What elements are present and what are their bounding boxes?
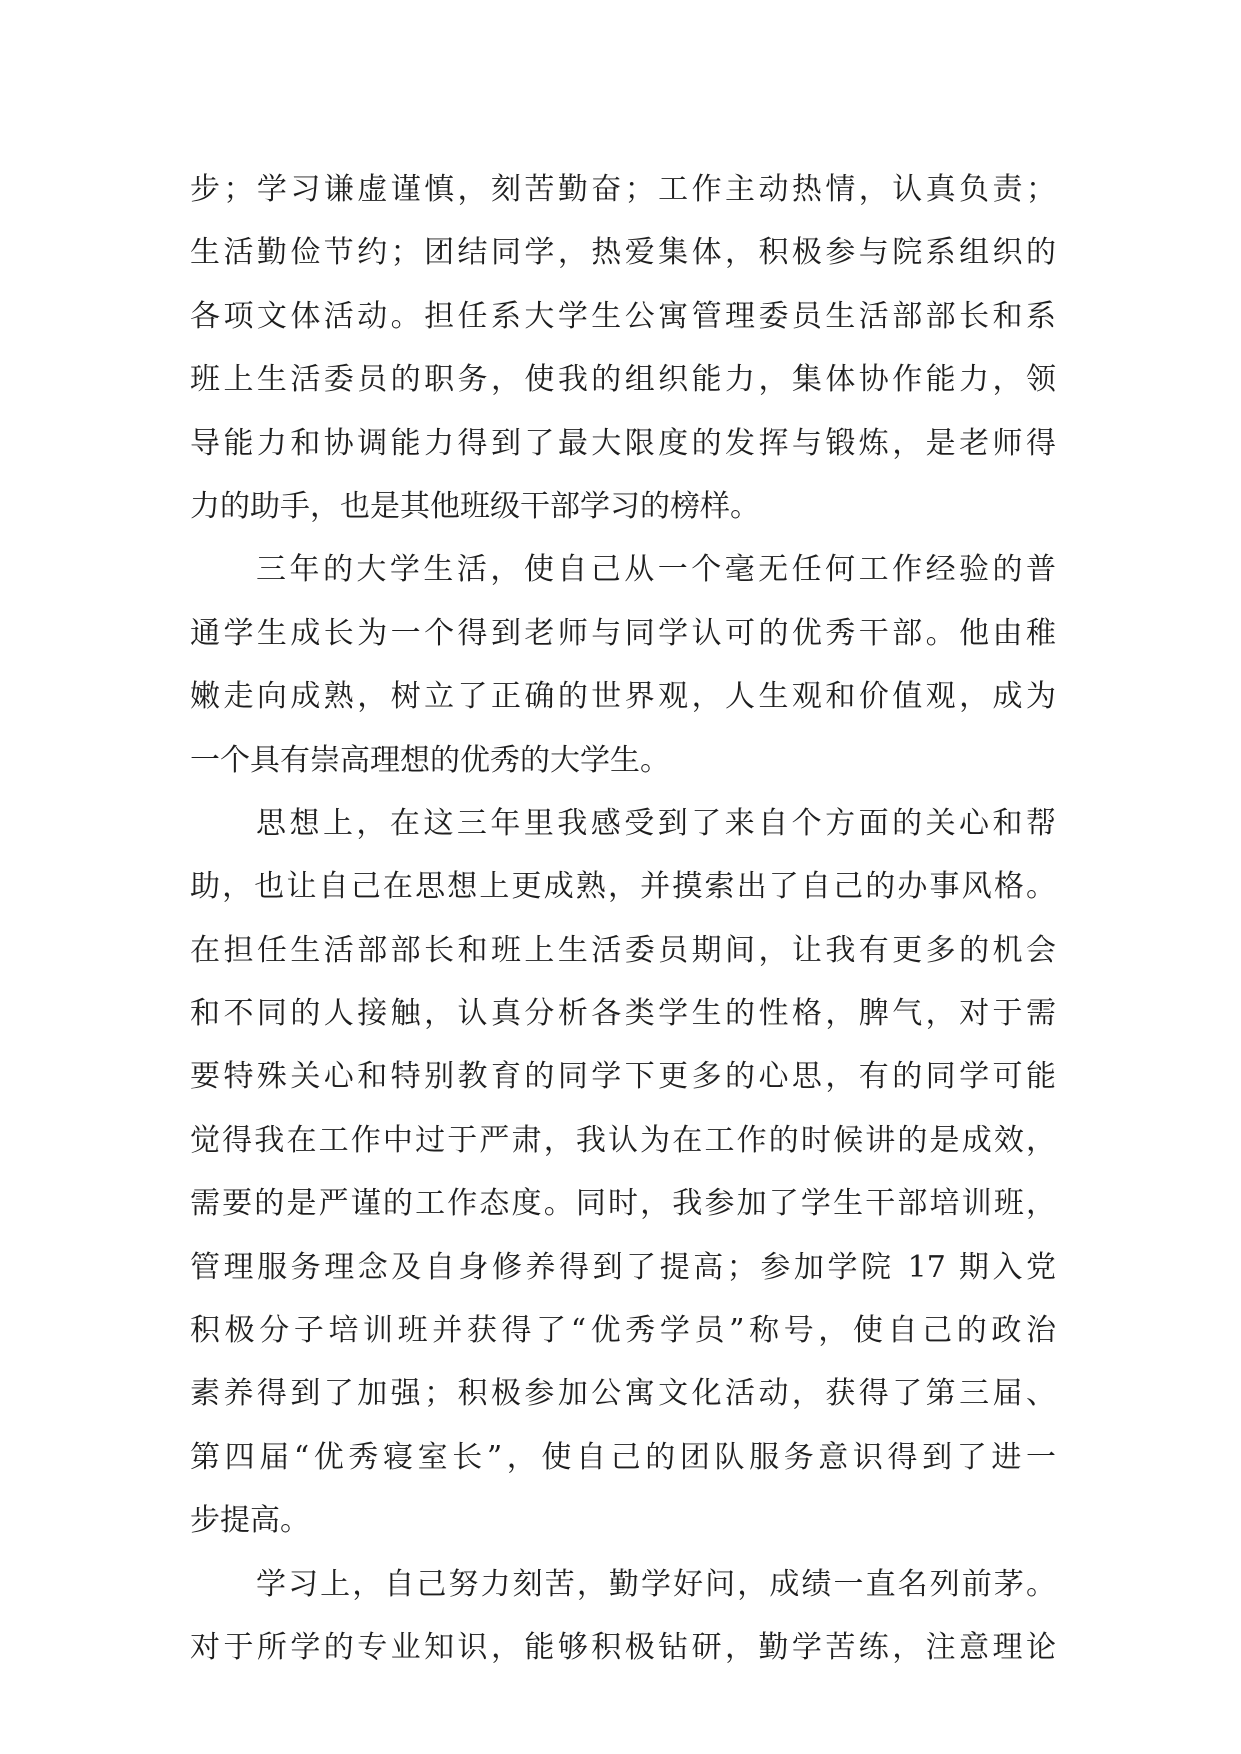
text-line: 积极分子培训班并获得了“优秀学员”称号，使自己的政治 [190,1313,1056,1349]
text-line: 管理服务理念及自身修养得到了提高；参加学院 17 期入党 [190,1249,1056,1285]
text-line: 通学生成长为一个得到老师与同学认可的优秀干部。他由稚 [190,615,1056,651]
text-line: 要特殊关心和特别教育的同学下更多的心思，有的同学可能 [190,1059,1056,1095]
text-line: 导能力和协调能力得到了最大限度的发挥与锻炼，是老师得 [190,425,1056,461]
text-line: 力的助手，也是其他班级干部学习的榜样。 [190,488,760,524]
text-line: 一个具有崇高理想的优秀的大学生。 [190,742,670,778]
text-line: 生活勤俭节约；团结同学，热爱集体，积极参与院系组织的 [190,235,1056,271]
text-line: 素养得到了加强；积极参加公寓文化活动，获得了第三届、 [190,1376,1056,1412]
text-line: 班上生活委员的职务，使我的组织能力，集体协作能力，领 [190,362,1056,398]
paragraph-first-line: 学习上，自己努力刻苦，勤学好问，成绩一直名列前茅。 [256,1566,1056,1602]
text-line: 对于所学的专业知识，能够积极钻研，勤学苦练，注意理论 [190,1629,1056,1665]
document-body [190,158,1056,1679]
text-line: 在担任生活部部长和班上生活委员期间，让我有更多的机会 [190,932,1056,968]
text-line: 需要的是严谨的工作态度。同时，我参加了学生干部培训班， [190,1186,1056,1222]
text-line: 各项文体活动。担任系大学生公寓管理委员生活部部长和系 [190,298,1056,334]
text-line: 助，也让自己在思想上更成熟，并摸索出了自己的办事风格。 [190,869,1056,905]
text-line: 步；学习谦虚谨慎，刻苦勤奋；工作主动热情，认真负责； [190,172,1056,207]
text-line: 第四届“优秀寝室长”，使自己的团队服务意识得到了进一 [190,1439,1056,1475]
text-line: 和不同的人接触，认真分析各类学生的性格，脾气，对于需 [190,996,1056,1032]
text-line: 步提高。 [190,1503,310,1539]
text-line: 觉得我在工作中过于严肃，我认为在工作的时候讲的是成效， [190,1122,1056,1158]
text-line: 嫩走向成熟，树立了正确的世界观，人生观和价值观，成为 [190,679,1056,715]
paragraph-first-line: 三年的大学生活，使自己从一个毫无任何工作经验的普 [256,552,1056,588]
paragraph-first-line: 思想上，在这三年里我感受到了来自个方面的关心和帮 [256,805,1056,841]
